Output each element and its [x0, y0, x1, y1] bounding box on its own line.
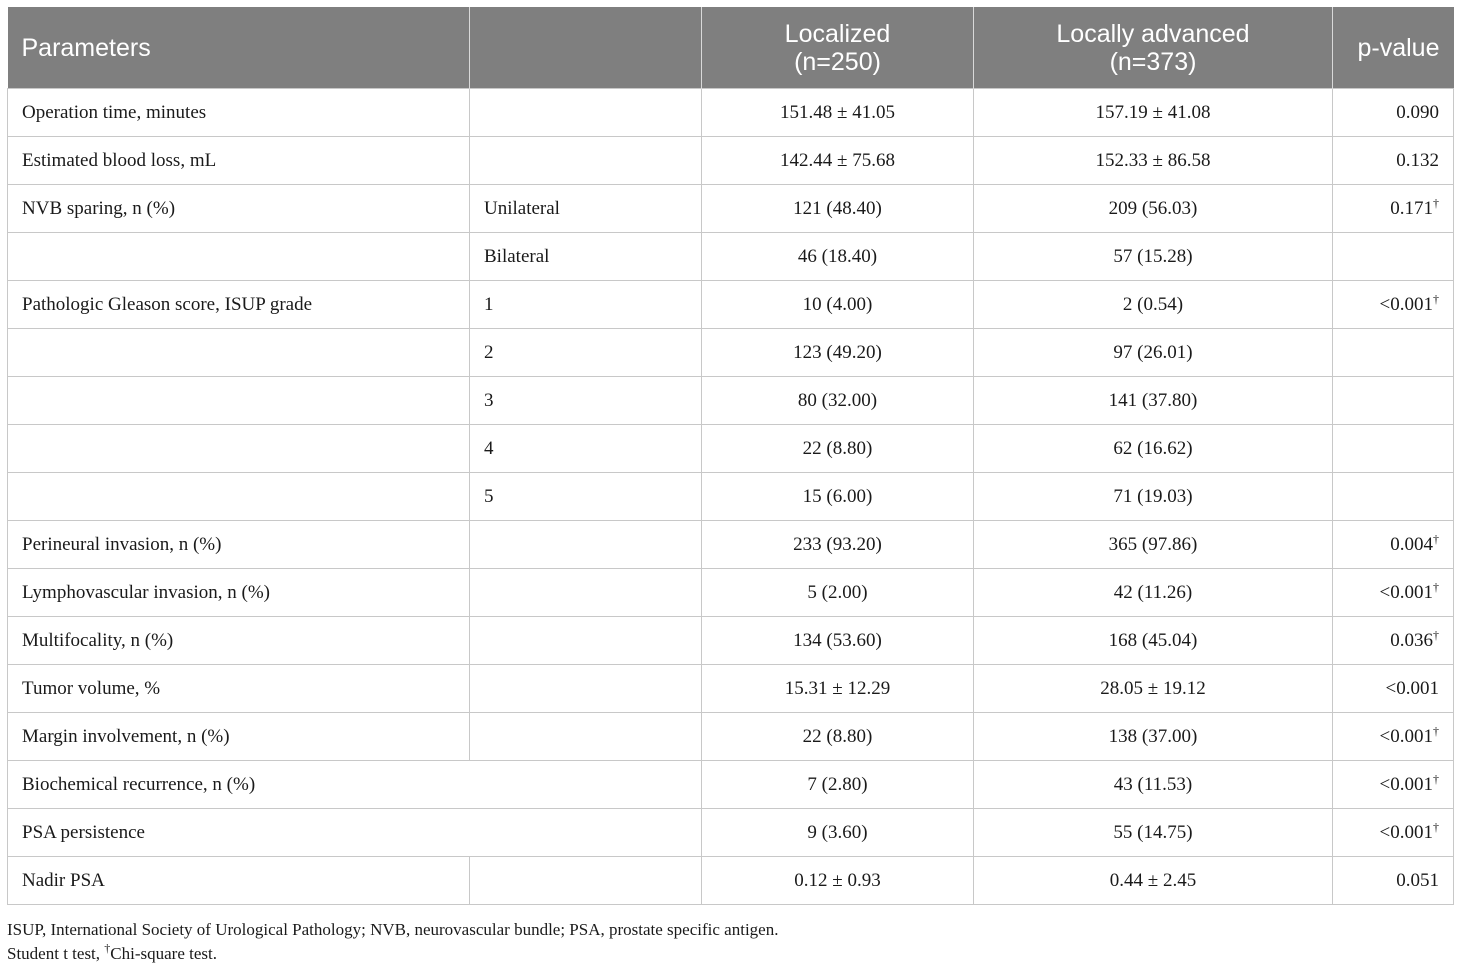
table-body [8, 89, 1454, 905]
cell-subcategory: 3 [470, 377, 702, 425]
table-row [8, 617, 1454, 665]
table-row [8, 665, 1454, 713]
cell-localized: 142.44 ± 75.68 [702, 137, 974, 185]
cell-locally-advanced: 28.05 ± 19.12 [974, 665, 1333, 713]
cell-parameter: Tumor volume, % [8, 665, 470, 713]
header-localized-label: Localized [784, 19, 891, 48]
table-row [8, 857, 1454, 905]
cell-subcategory: 4 [470, 425, 702, 473]
table-row [8, 185, 1454, 233]
chi-square-marker: † [1433, 291, 1439, 306]
table-row [8, 761, 1454, 809]
cell-parameter: Estimated blood loss, mL [8, 137, 470, 185]
table-row [8, 809, 1454, 857]
cell-locally-advanced: 152.33 ± 86.58 [974, 137, 1333, 185]
cell-localized: 46 (18.40) [702, 233, 974, 281]
cell-pvalue [1333, 857, 1454, 905]
cell-localized: 121 (48.40) [702, 185, 974, 233]
cell-parameter: Biochemical recurrence, n (%) [8, 761, 702, 809]
cell-pvalue [1333, 185, 1454, 233]
cell-locally-advanced: 365 (97.86) [974, 521, 1333, 569]
pvalue-text: 0.132 [1396, 149, 1439, 171]
header-locally-advanced [974, 7, 1333, 89]
cell-localized: 9 (3.60) [702, 809, 974, 857]
footnote-dagger: † [104, 941, 111, 955]
cell-pvalue [1333, 761, 1454, 809]
cell-locally-advanced: 0.44 ± 2.45 [974, 857, 1333, 905]
cell-locally-advanced: 2 (0.54) [974, 281, 1333, 329]
cell-localized: 233 (93.20) [702, 521, 974, 569]
footnote-tests [7, 942, 778, 966]
table-row [8, 281, 1454, 329]
cell-parameter [8, 377, 470, 425]
cell-subcategory: 1 [470, 281, 702, 329]
cell-localized: 80 (32.00) [702, 377, 974, 425]
cell-locally-advanced: 71 (19.03) [974, 473, 1333, 521]
header-localized-n: (n=250) [794, 47, 881, 76]
cell-pvalue [1333, 233, 1454, 281]
chi-square-marker: † [1433, 723, 1439, 738]
cell-localized: 5 (2.00) [702, 569, 974, 617]
cell-pvalue [1333, 521, 1454, 569]
cell-localized: 0.12 ± 0.93 [702, 857, 974, 905]
cell-subcategory [470, 89, 702, 137]
pvalue-text: <0.001 [1379, 773, 1433, 795]
cell-subcategory [470, 665, 702, 713]
table-row [8, 137, 1454, 185]
table-header [8, 7, 1454, 89]
cell-pvalue [1333, 713, 1454, 761]
cell-subcategory: 2 [470, 329, 702, 377]
header-parameters: Parameters [8, 7, 470, 89]
table-row [8, 89, 1454, 137]
cell-subcategory [470, 857, 702, 905]
footnote-test-suffix: Chi-square test. [110, 944, 217, 963]
cell-subcategory [470, 569, 702, 617]
results-table [7, 7, 1454, 905]
table-row [8, 377, 1454, 425]
cell-parameter: Perineural invasion, n (%) [8, 521, 470, 569]
cell-parameter: Margin involvement, n (%) [8, 713, 470, 761]
chi-square-marker: † [1433, 579, 1439, 594]
cell-localized: 10 (4.00) [702, 281, 974, 329]
cell-subcategory: 5 [470, 473, 702, 521]
pvalue-text: <0.001 [1379, 821, 1433, 843]
cell-localized: 15 (6.00) [702, 473, 974, 521]
cell-locally-advanced: 209 (56.03) [974, 185, 1333, 233]
cell-subcategory [470, 137, 702, 185]
pvalue-text: <0.001 [1379, 581, 1433, 603]
cell-pvalue [1333, 425, 1454, 473]
cell-locally-advanced: 62 (16.62) [974, 425, 1333, 473]
header-advanced-label: Locally advanced [1056, 19, 1250, 48]
cell-pvalue [1333, 569, 1454, 617]
cell-subcategory [470, 713, 702, 761]
cell-parameter: Operation time, minutes [8, 89, 470, 137]
pvalue-text: <0.001 [1379, 293, 1433, 315]
cell-parameter: Nadir PSA [8, 857, 470, 905]
cell-parameter [8, 473, 470, 521]
cell-locally-advanced: 157.19 ± 41.08 [974, 89, 1333, 137]
cell-parameter: Multifocality, n (%) [8, 617, 470, 665]
cell-locally-advanced: 97 (26.01) [974, 329, 1333, 377]
cell-pvalue [1333, 329, 1454, 377]
chi-square-marker: † [1433, 771, 1439, 786]
cell-locally-advanced: 141 (37.80) [974, 377, 1333, 425]
table-row [8, 233, 1454, 281]
header-pvalue: p-value [1333, 7, 1454, 89]
cell-pvalue [1333, 89, 1454, 137]
header-advanced-n: (n=373) [1109, 47, 1197, 76]
cell-parameter: Pathologic Gleason score, ISUP grade [8, 281, 470, 329]
table-row [8, 713, 1454, 761]
header-subcategory [470, 7, 702, 89]
cell-pvalue [1333, 377, 1454, 425]
cell-subcategory: Bilateral [470, 233, 702, 281]
cell-locally-advanced: 57 (15.28) [974, 233, 1333, 281]
cell-parameter [8, 329, 470, 377]
cell-localized: 15.31 ± 12.29 [702, 665, 974, 713]
chi-square-marker: † [1433, 627, 1439, 642]
table-row [8, 569, 1454, 617]
pvalue-text: 0.036 [1390, 629, 1433, 651]
table-row [8, 329, 1454, 377]
cell-locally-advanced: 55 (14.75) [974, 809, 1333, 857]
cell-localized: 7 (2.80) [702, 761, 974, 809]
pvalue-text: 0.051 [1396, 869, 1439, 891]
cell-subcategory: Unilateral [470, 185, 702, 233]
cell-parameter [8, 425, 470, 473]
chi-square-marker: † [1433, 195, 1439, 210]
cell-locally-advanced: 42 (11.26) [974, 569, 1333, 617]
footnote-abbreviations: ISUP, International Society of Urological Pathology; NVB, neurovascular bundle; PSA, prostate specific antigen. [7, 920, 779, 939]
cell-pvalue [1333, 665, 1454, 713]
table-row [8, 521, 1454, 569]
cell-parameter [8, 233, 470, 281]
cell-pvalue [1333, 473, 1454, 521]
cell-localized: 22 (8.80) [702, 425, 974, 473]
cell-localized: 134 (53.60) [702, 617, 974, 665]
cell-subcategory [470, 617, 702, 665]
chi-square-marker: † [1433, 531, 1439, 546]
table-row [8, 473, 1454, 521]
cell-parameter: PSA persistence [8, 809, 702, 857]
cell-parameter: NVB sparing, n (%) [8, 185, 470, 233]
cell-locally-advanced: 43 (11.53) [974, 761, 1333, 809]
cell-pvalue [1333, 809, 1454, 857]
cell-pvalue [1333, 137, 1454, 185]
chi-square-marker: † [1433, 819, 1439, 834]
cell-pvalue [1333, 281, 1454, 329]
pvalue-text: 0.171 [1390, 197, 1433, 219]
cell-pvalue [1333, 617, 1454, 665]
cell-localized: 123 (49.20) [702, 329, 974, 377]
table-row [8, 425, 1454, 473]
cell-subcategory [470, 521, 702, 569]
footnote-test-prefix: Student t test, [7, 944, 105, 963]
pvalue-text: <0.001 [1379, 725, 1433, 747]
pvalue-text: <0.001 [1385, 677, 1439, 699]
pvalue-text: 0.004 [1390, 533, 1433, 555]
table-footnote [7, 918, 778, 966]
cell-locally-advanced: 138 (37.00) [974, 713, 1333, 761]
header-localized [702, 7, 974, 89]
cell-localized: 22 (8.80) [702, 713, 974, 761]
pvalue-text: 0.090 [1396, 101, 1439, 123]
header-row [8, 7, 1454, 89]
cell-localized: 151.48 ± 41.05 [702, 89, 974, 137]
cell-parameter: Lymphovascular invasion, n (%) [8, 569, 470, 617]
table-container [7, 7, 1453, 905]
cell-locally-advanced: 168 (45.04) [974, 617, 1333, 665]
